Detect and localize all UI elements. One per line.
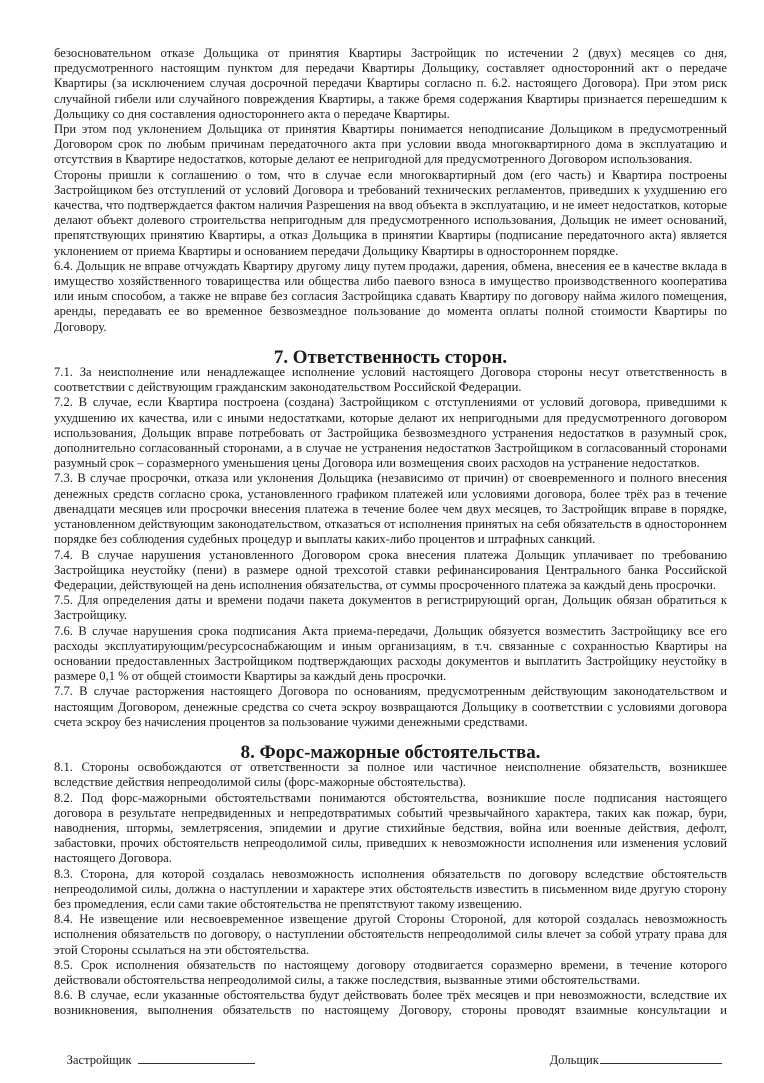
developer-signature	[54, 1036, 255, 1083]
clause-8-1: 8.1. Стороны освобождаются от ответственности за полное или частичное неисполнение обязательств, возникшее вследствие действия непреодолимой силы (форс-мажорные обстоятельства).	[54, 760, 727, 790]
paragraph-evasion-definition: При этом под уклонением Дольщика от принятия Квартиры понимается неподписание Дольщиком в предусмотренный Договором срок по любым причинам передаточного акта при условии ввода многоквартирного дома в эксплуатацию и отсутствия в Квартире недостатков, которые делают ее непригодной для предусмотренного Договором использования.	[54, 122, 727, 167]
clause-8-5: 8.5. Срок исполнения обязательств по настоящему договору отодвигается соразмерно времени, в течение которого действовали обстоятельства непреодолимой силы, а также последствия, вызванные этими обстоятельствами.	[54, 957, 727, 987]
developer-signature-line	[138, 1051, 255, 1064]
shareholder-signature	[537, 1036, 722, 1083]
developer-signature-label: Застройщик	[66, 1053, 132, 1067]
clause-7-4: 7.4. В случае нарушения установленного Договором срока внесения платежа Дольщик уплачивает по требованию Застройщика неустойку (пени) в размере одной трехсотой ставки рефинансирования Центрального банка Российской Федерации, действующей на день исполнения обязательства, от суммы просроченного платежа за каждый день просрочки.	[54, 547, 727, 592]
contract-page	[54, 46, 727, 1019]
paragraph-6-3-continued: безосновательном отказе Дольщика от принятия Квартиры Застройщик по истечении 2 (двух) месяцев со дня, предусмотренного настоящим пунктом для передачи Квартиры Дольщику, составляет односторонний акт о передаче Квартиры (за исключением случая досрочной передачи Квартиры согласно п. 6.2. настоящего Договора). При этом риск случайной гибели или случайного повреждения Квартиры, а также бремя содержания Квартиры признается перешедшим к Дольщику со дня составления одностороннего акта о передаче Квартиры.	[54, 46, 727, 121]
clause-8-4: 8.4. Не извещение или несвоевременное извещение другой Стороны Стороной, для которой создалась невозможность исполнения обязательств по договору, о наступлении обстоятельств непреодолимой силы влечет за собой утрату права для этой Стороны ссылаться на эти обстоятельства.	[54, 912, 727, 957]
clause-8-6: 8.6. В случае, если указанные обстоятельства будут действовать более трёх месяцев и при невозможности, вследствие их возникновения, выполнения обязательств по настоящему Договору, стороны проводят взаимные консультации и	[54, 988, 727, 1018]
clause-6-4: 6.4. Дольщик не вправе отчуждать Квартиру другому лицу путем продажи, дарения, обмена, внесения ее в качестве вклада в имущество хозяйственного товарищества или общества либо паевого взноса в имущество производственного кооператива или иным способом, а также не вправе без согласия Застройщика сдавать Квартиру по договору найма жилого помещения, аренды, передавать ее во временное безвозмездное пользование до момента оплаты полной стоимости Квартиры по Договору.	[54, 258, 727, 334]
clause-7-5: 7.5. Для определения даты и времени подачи пакета документов в регистрирующий орган, Дольщик обязан обратиться к Застройщику.	[54, 593, 727, 623]
paragraph-parties-agreement: Стороны пришли к соглашению о том, что в случае если многоквартирный дом (его часть) и Квартира построены Застройщиком без отступлений от условий Договора и требований технических регламентов, приведших к ухудшению его качества, что подтверждается фактом наличия Разрешения на ввод объекта в эксплуатацию, и не имеет недостатков, которые делают объект долевого строительства непригодным для предусмотренного использования, Дольщик не имеет оснований, препятствующих принятию Квартиры, а отказ Дольщика в принятии Квартиры (подписание передаточного акта) является уклонением от приема Квартиры и основанием передачи Дольщику Квартиры в одностороннем порядке.	[54, 167, 727, 258]
signature-row	[54, 1036, 714, 1067]
section-7-title: 7. Ответственность сторон.	[273, 346, 508, 368]
clause-7-6: 7.6. В случае нарушения срока подписания Акта приема-передачи, Дольщик обязуется возместить Застройщику все его расходы эксплуатирующим/ресурсоснабжающим и иным организациям, в т.ч. связанные с сохранностью Квартиры на основании предоставленных Застройщиком подтверждающих расходы документов и выплатить Застройщику неустойку в размере 0,1 % от общей стоимости Квартиры за каждый день просрочки.	[54, 623, 727, 684]
clause-7-1: 7.1. За неисполнение или ненадлежащее исполнение условий настоящего Договора стороны несут ответственность в соответствии с действующим гражданским законодательством Российской Федерации.	[54, 365, 727, 395]
shareholder-signature-label: Дольщик	[549, 1053, 599, 1067]
clause-7-7: 7.7. В случае расторжения настоящего Договора по основаниям, предусмотренным действующим законодательством и настоящим Договором, денежные средства со счета эскроу возвращаются Дольщику в соответствии с условиями договора счета эскроу без начисления процентов за пользование чужими денежными средствами.	[54, 684, 727, 729]
section-8-title: 8. Форс-мажорные обстоятельства.	[240, 741, 541, 763]
clause-8-3: 8.3. Сторона, для которой создалась невозможность исполнения обязательств по договору вследствие обстоятельств непреодолимой силы, должна о наступлении и характере этих обстоятельств известить в письменном виде другую сторону без промедления, если сами такие обстоятельства не препятствуют такому извещению.	[54, 866, 727, 911]
clause-7-2: 7.2. В случае, если Квартира построена (создана) Застройщиком с отступлениями от условий договора, приведшими к ухудшению их качества, или с иными недостатками, которые делают их непригодными для предусмотренного договором использования, Дольщик вправе потребовать от Застройщика безвозмездного устранения недостатков в разумный срок, дополнительно согласованный сторонами, а в случае не устранения недостатков Застройщиком в согласованный сторонами разумный срок – соразмерного уменьшения цены Договора или возмещения своих расходов на устранение недостатков.	[54, 395, 727, 471]
clause-7-3: 7.3. В случае просрочки, отказа или уклонения Дольщика (независимо от причин) от своевременного и полного внесения денежных средств согласно срока, установленного графиком платежей или условиями договора, более трёх раз в течение двенадцати месяцев или просрочки внесения платежа в течение более чем двух месяцев, то Застройщик вправе в порядке, установленном действующим законодательством, отказаться от исполнения принятых на себя обязательств в одностороннем порядке без соблюдения судебных процедур и выплаты каких-либо процентов и штрафных санкций.	[54, 471, 727, 547]
clause-8-2: 8.2. Под форс-мажорными обстоятельствами понимаются обстоятельства, возникшие после подписания настоящего договора в результате непредвиденных и непредотвратимых событий чрезвычайного характера, таких как пожар, бури, наводнения, штормы, землетрясения, эпидемии и другие стихийные бедствия, война или военные действия, дефолт, забастовки, прочих обстоятельств непреодолимой силы, приведших к невозможности исполнения или изменения условий настоящего Договора.	[54, 790, 727, 866]
shareholder-signature-line	[600, 1051, 722, 1064]
